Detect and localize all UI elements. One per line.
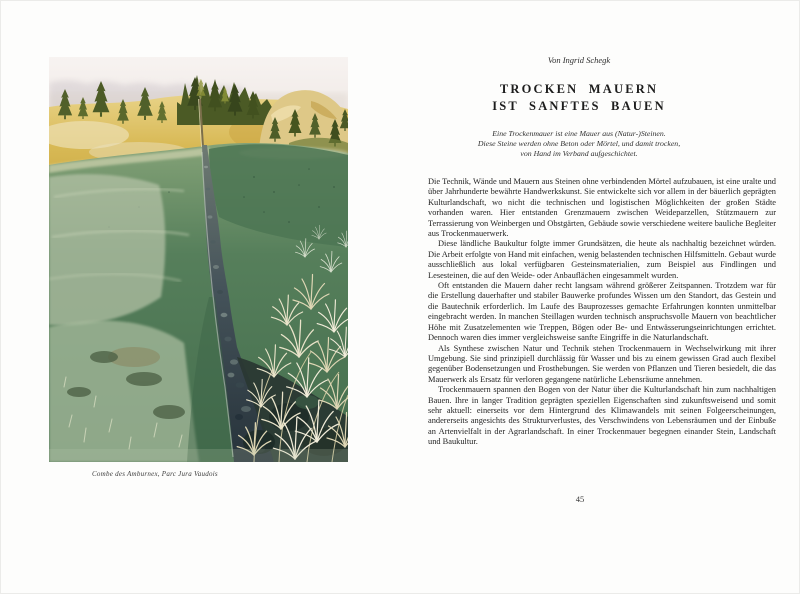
page-number: 45 <box>575 494 585 504</box>
paragraph: Die Technik, Wände und Mauern aus Steinen ohne verbindenden Mörtel aufzubauen, ist eine uralte und über Jahrhunderte bewährte Handwerkskunst. Sie entwickelte sich vor allem in der bäuerlich geprägten Kulturlandschaft, wo nicht die technischen und logistischen Möglichkeiten der großen Städte vorhanden waren. Hier entstanden Grenzmauern zwischen Weideparzellen, Stützmauern zur Terrassierung von Weinbergen und Obstgärten, Gebäude sowie verschiedene weitere bauliche Begleiter aus Trockenmauerwerk. <box>428 177 776 239</box>
paragraph: Als Synthese zwischen Natur und Technik stehen Trockenmauern in Wechselwirkung mit ihrer Umgebung. Sie sind prinzipiell durchlässig für Wasser und bis zu einem gewissen Grad auch flexibel gegenüber Bodensetzungen und Frosthebungen. Sie werden von Pflanzen und Tieren besiedelt, die das Mauerwerk als Ersatz für verloren gegangene natürliche Lebensräume annehmen. <box>428 343 776 384</box>
lede-line: Eine Trockenmauer ist eine Mauer aus (Natur-)Steinen. <box>492 129 666 138</box>
body-text <box>428 177 776 448</box>
right-page <box>400 0 800 594</box>
article-lede <box>428 129 730 159</box>
paragraph: Oft entstanden die Mauern daher recht langsam während größerer Zeitspannen. Trotzdem war für die Erstellung dauerhafter und stabiler Bauwerke profundes Wissen um den Standort, das Gestein und die Bautechnik erforderlich. Im Laufe des Bauprozesses gemachte Erfahrungen konnten unmittelbar eingebracht werden. In manchen Steillagen wurden technisch anspruchsvolle Mauern von beachtlicher Höhe mit Zusatzelementen wie Treppen, Bögen oder Be- und Entwässerungseinrichtungen errichtet. Dennoch waren dies immer vergleichsweise sanfte Eingriffe in die Naturlandschaft. <box>428 281 776 343</box>
article-title <box>428 81 730 115</box>
photo-caption: Combe des Amburnex, Parc Jura Vaudois <box>92 470 218 478</box>
lede-line: von Hand im Verband aufgeschichtet. <box>520 149 638 158</box>
paragraph: Diese ländliche Baukultur folgte immer Grundsätzen, die heute als nachhaltig bezeichnet würden. Die Arbeit erfolgte von Hand mit einfachen, wenig belastenden technischen Hilfsmitteln. Gebaut wurde ausschließlich aus lokal verfügbaren Gesteinsmaterialien, zum Beispiel aus Findlingen und Lesesteinen, die auf den Weide- oder Anbauflächen eingesammelt wurden. <box>428 239 776 280</box>
landscape-photo <box>49 57 348 462</box>
title-line-1: TROCKEN MAUERN <box>499 82 659 96</box>
title-line-2: IST SANFTES BAUEN <box>492 99 666 113</box>
landscape-photo-svg <box>49 57 348 462</box>
text-column <box>428 0 776 448</box>
article-header <box>428 55 776 159</box>
paragraph: Trockenmauern spannen den Bogen von der Natur über die Kulturlandschaft hin zum nachhaltigen Bauen. Ihre in langer Tradition geprägten speziellen Eigenschaften sind zukunftsweisend und somit sehr aktuell: einerseits vor dem Hintergrund des Klimawandels mit seinen Folgeerscheinungen, andererseits angesichts des Strukturverlustes, des Verschwindens von Lebensräumen und der Einbuße an Artenvielfalt in der Agrarlandschaft. In einer Trockenmauer begegnen einander Stein, Landschaft und Baukultur. <box>428 385 776 447</box>
lede-line: Diese Steine werden ohne Beton oder Mörtel, und damit trocken, <box>477 139 681 148</box>
byline: Von Ingrid Schegk <box>547 55 611 65</box>
